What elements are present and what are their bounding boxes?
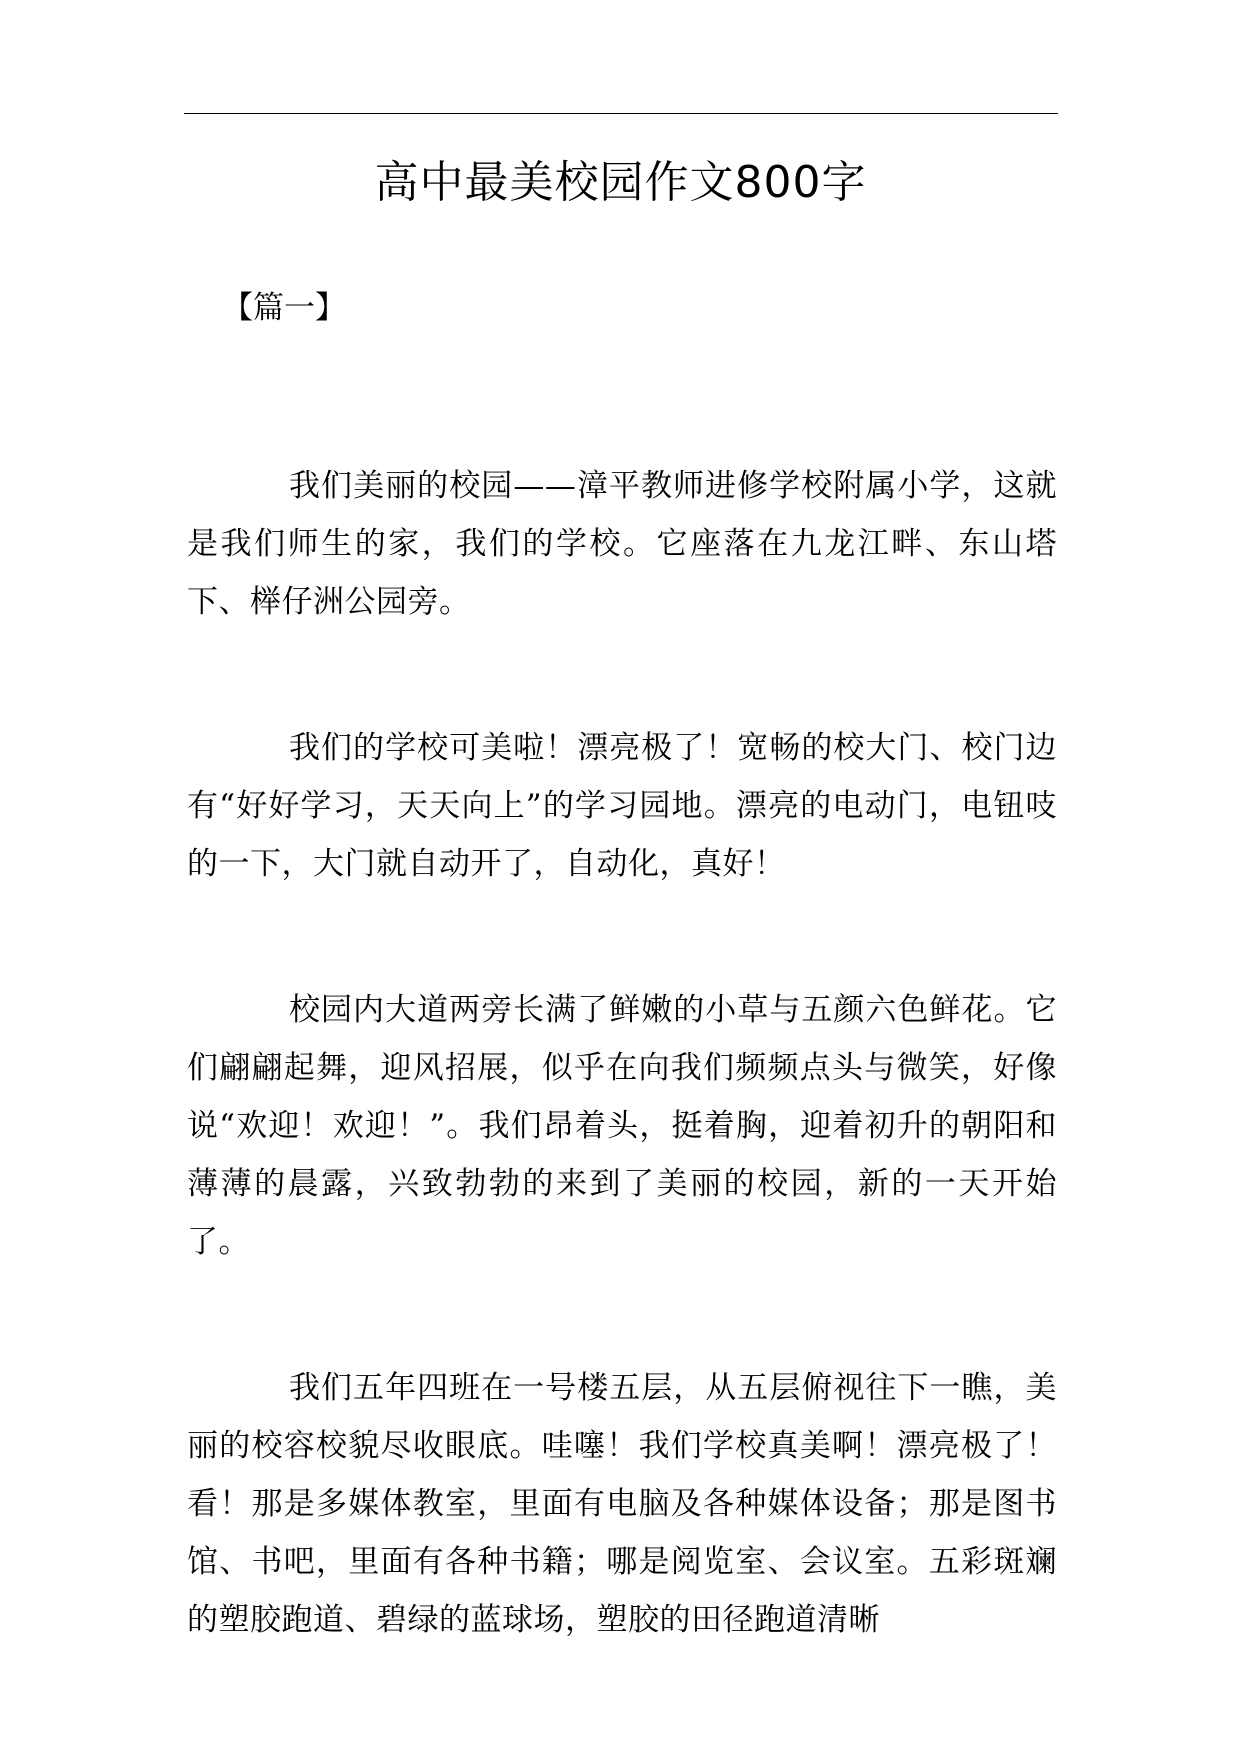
- header-rule: [184, 113, 1058, 114]
- paragraph-3: 校园内大道两旁长满了鲜嫩的小草与五颜六色鲜花。它们翩翩起舞，迎风招展，似乎在向我们频频点头与微笑，好像说“欢迎！欢迎！”。我们昂着头，挺着胸，迎着初升的朝阳和薄薄的晨露，兴致勃勃的来到了美丽的校园，新的一天开始了。: [187, 992, 1057, 1260]
- paragraph-1: 我们美丽的校园——漳平教师进修学校附属小学，这就是我们师生的家，我们的学校。它座落在九龙江畔、东山塔下、榉仔洲公园旁。: [187, 468, 1057, 620]
- document-body: [187, 457, 1057, 1737]
- section-label: 【篇一】: [222, 290, 346, 326]
- paragraph-4: 我们五年四班在一号楼五层，从五层俯视往下一瞧，美丽的校容校貌尽收眼底。哇噻！我们学校真美啊！漂亮极了！看！那是多媒体教室，里面有电脑及各种媒体设备；那是图书馆、书吧，里面有各种书籍；哪是阅览室、会议室。五彩斑斓的塑胶跑道、碧绿的蓝球场，塑胶的田径跑道清晰: [187, 1370, 1057, 1638]
- document-title: 高中最美校园作文800字: [374, 157, 867, 208]
- paragraph-2: 我们的学校可美啦！漂亮极了！宽畅的校大门、校门边有“好好学习，天天向上”的学习园地。漂亮的电动门，电钮吱的一下，大门就自动开了，自动化，真好！: [187, 730, 1057, 882]
